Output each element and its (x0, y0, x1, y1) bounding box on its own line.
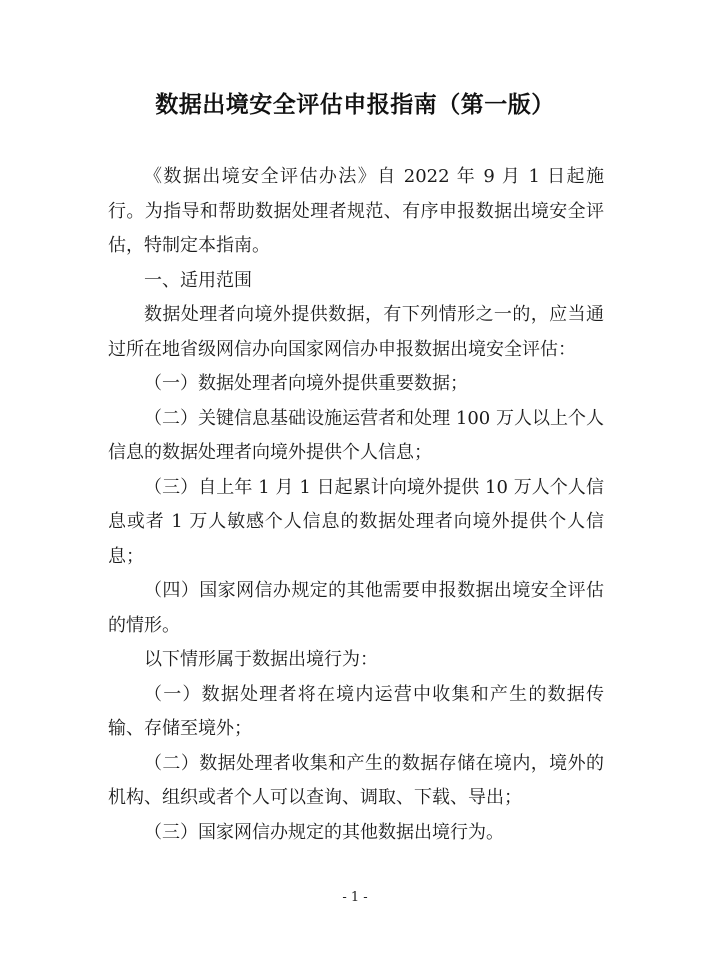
page-number: - 1 - (342, 890, 368, 905)
scope-item-1: （一）数据处理者向境外提供重要数据； (144, 373, 468, 394)
outbound-item-2: （二）数据处理者收集和产生的数据存储在境内，境外的机构、组织或者个人可以查询、调取、下载、导出； (108, 752, 604, 808)
outbound-item-1: （一）数据处理者将在境内运营中收集和产生的数据传输、存储至境外； (108, 683, 604, 739)
document-title: 数据出境安全评估申报指南（第一版） (155, 92, 555, 118)
outbound-intro-paragraph: 以下情形属于数据出境行为： (144, 649, 378, 670)
scope-item-2: （二）关键信息基础设施运营者和处理 100 万人以上个人信息的数据处理者向境外提供个人信息； (108, 407, 604, 463)
document-body (108, 160, 604, 850)
section-heading-scope: 一、适用范围 (144, 269, 252, 291)
intro-paragraph: 《数据出境安全评估办法》自 2022 年 9 月 1 日起施行。为指导和帮助数据处理者规范、有序申报数据出境安全评估，特制定本指南。 (108, 166, 604, 256)
scope-item-3: （三）自上年 1 月 1 日起累计向境外提供 10 万人个人信息或者 1 万人敏感个人信息的数据处理者向境外提供个人信息； (108, 476, 604, 567)
scope-paragraph: 数据处理者向境外提供数据，有下列情形之一的，应当通过所在地省级网信办向国家网信办申报数据出境安全评估： (108, 304, 604, 360)
outbound-item-3: （三）国家网信办规定的其他数据出境行为。 (144, 821, 504, 843)
scope-item-4: （四）国家网信办规定的其他需要申报数据出境安全评估的情形。 (108, 580, 604, 636)
